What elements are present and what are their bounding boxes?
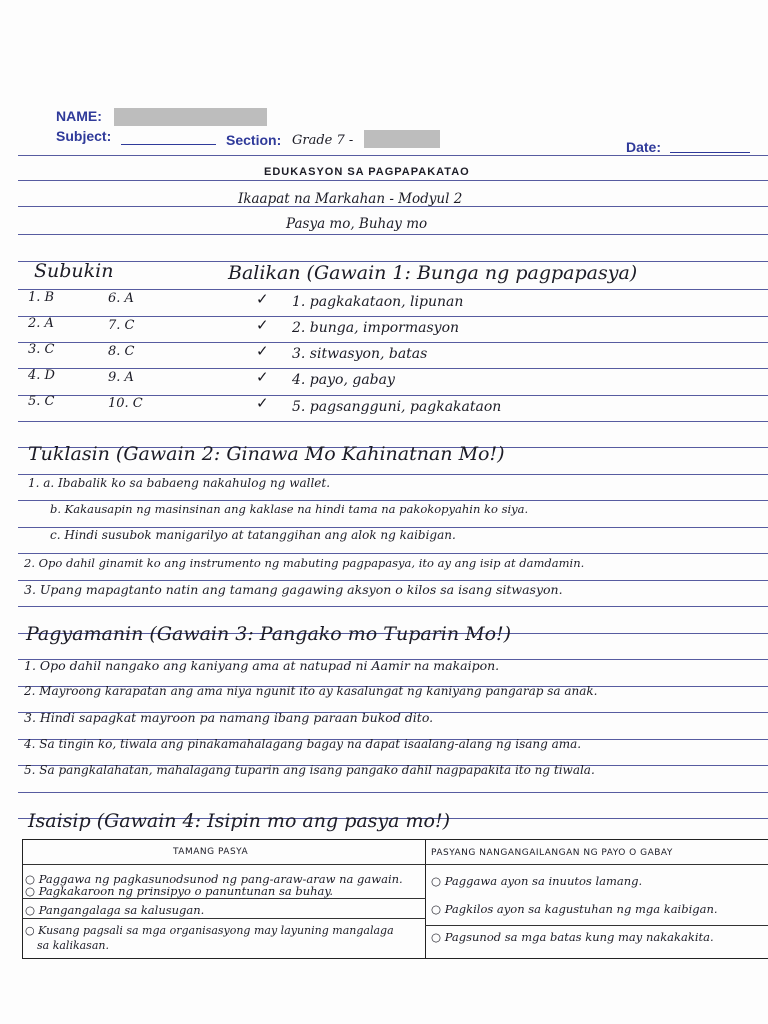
tuklasin-answer: 1. a. Ibabalik ko sa babaeng nakahulog ng wallet. (28, 476, 331, 490)
table-cell: ○ Paggawa ayon sa inuutos lamang. (431, 874, 643, 888)
isaisip-heading: Isaisip (Gawain 4: Isipin mo ang pasya mo!) (28, 810, 451, 832)
table-cell: ○ Pagkilos ayon sa kagustuhan ng mga kaibigan. (431, 902, 718, 916)
table-cell: ○ Pagsunod sa mga batas kung may nakakakita. (431, 930, 714, 944)
col-header-pasyang-payo: PASYANG NANGANGAILANGAN NG PAYO O GABAY (431, 848, 673, 858)
check-icon: ✓ (256, 342, 269, 360)
pagyamanin-answer: 4. Sa tingin ko, tiwala ang pinakamahalagang bagay na dapat isaalang-alang ng isang ama. (24, 737, 582, 751)
section-value: Grade 7 - (292, 133, 354, 148)
subukin-answer: 3. C (28, 342, 55, 357)
pagyamanin-heading: Pagyamanin (Gawain 3: Pangako mo Tuparin Mo!) (26, 623, 512, 645)
quarter-title: Ikaapat na Markahan - Modyul 2 (238, 191, 463, 207)
pagyamanin-answer: 1. Opo dahil nangako ang kaniyang ama at natupad ni Aamir na makaipon. (24, 658, 500, 673)
subject-blank (121, 134, 216, 145)
section-redacted (364, 130, 440, 148)
pagyamanin-answer: 5. Sa pangkalahatan, mahalagang tuparin ang isang pangako dahil nagpapakita ito ng tiwala. (24, 763, 595, 777)
balikan-answer: 2. bunga, impormasyon (292, 320, 460, 336)
check-icon: ✓ (256, 316, 269, 334)
table-cell: ○ Pangangalaga sa kalusugan. (25, 903, 205, 917)
tuklasin-answer: 3. Upang mapagtanto natin ang tamang gagawing aksyon o kilos sa isang sitwasyon. (24, 582, 563, 597)
subukin-answer: 5. C (28, 394, 55, 409)
check-icon: ✓ (256, 290, 269, 308)
check-icon: ✓ (256, 368, 269, 386)
section-label: Section: (226, 132, 282, 148)
tuklasin-answer: 2. Opo dahil ginamit ko ang instrumento ng mabuting pagpapasya, ito ay ang isip at damdamin. (24, 556, 585, 570)
balikan-answer: 5. pagsangguni, pagkakataon (292, 399, 502, 415)
module-title: Pasya mo, Buhay mo (286, 216, 428, 232)
name-redacted (114, 108, 267, 126)
subukin-answer: 6. A (108, 291, 134, 306)
isaisip-table (22, 839, 768, 959)
subukin-answer: 7. C (108, 318, 135, 333)
table-cell: sa kalikasan. (37, 939, 109, 952)
tuklasin-answer: b. Kakausapin ng masinsinan ang kaklase na hindi tama na pakokopyahin ko siya. (50, 502, 529, 516)
balikan-answer: 1. pagkakataon, lipunan (292, 294, 464, 310)
col-header-tamang-pasya: TAMANG PASYA (173, 847, 249, 857)
tuklasin-answer: c. Hindi susubok manigarilyo at tatanggihan ang alok ng kaibigan. (50, 528, 456, 542)
table-cell: ○ Kusang pagsali sa mga organisasyong may layuning mangalaga (25, 924, 394, 937)
pagyamanin-answer: 2. Mayroong karapatan ang ama niya ngunit ito ay kasalungat ng kaniyang pangarap sa anak. (24, 684, 598, 698)
date-label: Date: (626, 139, 662, 155)
balikan-heading: Balikan (Gawain 1: Bunga ng pagpapasya) (228, 262, 638, 284)
subukin-answer: 8. C (108, 344, 135, 359)
subject-label: Subject: (56, 128, 112, 144)
balikan-answer: 4. payo, gabay (292, 372, 395, 388)
subukin-answer: 1. B (28, 290, 55, 305)
table-cell: ○ Pagkakaroon ng prinsipyo o panuntunan sa buhay. (25, 884, 334, 898)
pagyamanin-answer: 3. Hindi sapagkat mayroon pa namang ibang paraan bukod dito. (24, 710, 434, 725)
course-title: EDUKASYON SA PAGPAPAKATAO (264, 166, 470, 178)
tuklasin-heading: Tuklasin (Gawain 2: Ginawa Mo Kahinatnan Mo!) (28, 443, 505, 465)
table-cell: ○ Paggawa ng pagkasunodsunod ng pang-araw-araw na gawain. (25, 872, 403, 886)
subukin-heading: Subukin (34, 260, 114, 282)
date-blank (670, 140, 750, 153)
subukin-answer: 9. A (108, 370, 134, 385)
check-icon: ✓ (256, 394, 269, 412)
subukin-answer: 4. D (28, 368, 55, 383)
subukin-answer: 10. C (108, 396, 143, 411)
subukin-answer: 2. A (28, 316, 54, 331)
name-label: NAME: (56, 108, 102, 124)
balikan-answer: 3. sitwasyon, batas (292, 346, 428, 362)
